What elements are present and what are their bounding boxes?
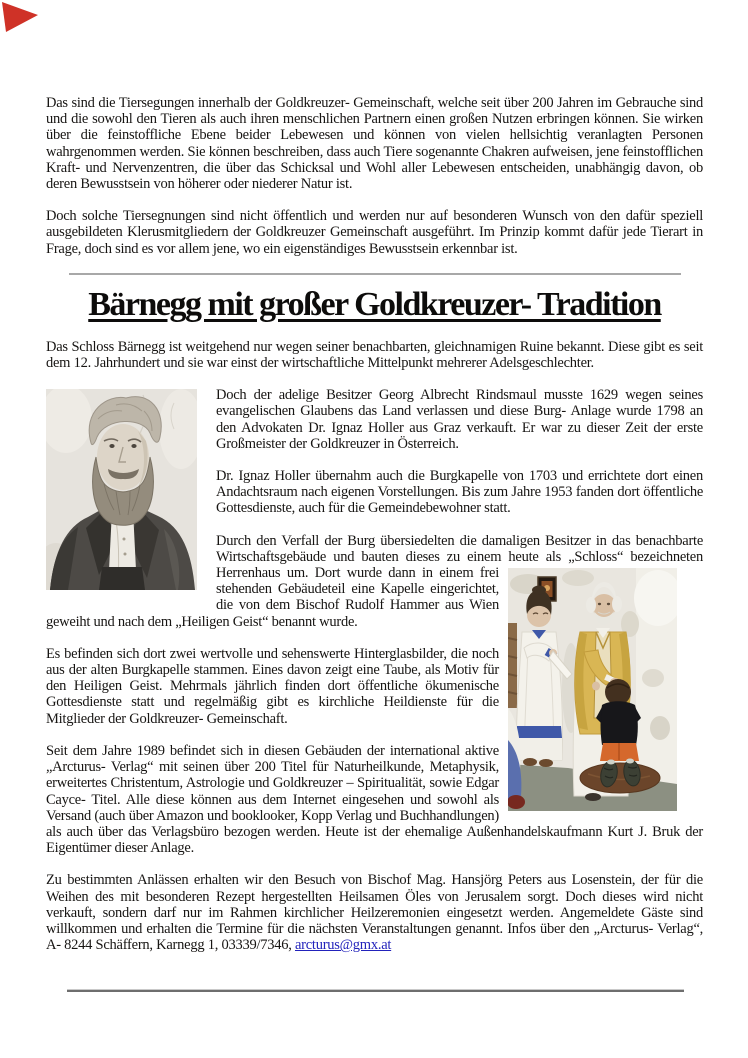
email-link[interactable]: arcturus@gmx.at — [294, 937, 392, 954]
paragraph-herrenhaus-part1: Durch den Verfall der Burg übersiedelten die damaligen Besitzer in das benachbarte Wirtschaftsgebäude und bauten dieses zu einem heute als „Schloss“ bezeichneten — [216, 532, 703, 565]
paragraph-bischof-peters-text: Zu bestimmten Anlässen erhalten wir den Besuch von Bischof Mag. Hansjörg Peters aus Losenstein, der für die Weihen des mit besonderen Rezept hergestellten Heilsamen Öles von Jerusalem sorgt. Doch dieses wird nicht verkauft, sondern darf nur im Rahmen kirchlicher Heilzeremonien eingesetzt werden. Angemeldete Gäste sind willkommen und erhalten die Termine für die nächsten Veranstaltungen genannt. Infos über den „Arcturus- Verlag“, A- 8244 Schäffern, Karnegg 1, 03339/7346, — [46, 872, 703, 954]
article-body — [46, 339, 703, 970]
bottom-divider — [67, 989, 684, 992]
paragraph-schloss-baernegg: Das Schloss Bärnegg ist weitgehend nur wegen seiner benachbarten, gleichnamigen Ruine bekannt. Diese gibt es seit dem 12. Jahrhundert und sie war einst der wirtschaftliche Mittelpunkt mehrerer Adelsgeschlechter. — [46, 338, 703, 372]
paragraph-burgkapelle: Dr. Ignaz Holler übernahm auch die Burgkapelle von 1703 und errichtete dort einen Andachtsraum nach eigenen Vorstellungen. Bis zum Jahre 1953 fanden dort öffentliche Gottesdienste, auch für die Gemeindebewohner statt. — [216, 468, 703, 517]
ceremony-photo — [508, 568, 677, 811]
wooden-ladder — [508, 623, 517, 708]
paragraph-tiersegnungen-ablauf: Doch solche Tiersegnungen sind nicht öffentlich und werden nur auf besonderen Wunsch von den dafür speziell ausgebildeten Klerusmitgliedern der Goldkreuzer Gemeinschaft ausgeführt. Im Prinzip kommt dafür jede Tierart in Frage, doch sind es vor allem jene, wo ein eigenständiges Bewusstsein erkennbar ist. — [46, 208, 703, 257]
page-title-text: Bärnegg mit großer Goldkreuzer- Tradition — [88, 285, 661, 323]
paragraph-herrenhaus-part2: Herrenhaus um. Dort wurde dann in einem frei stehenden Gebäudeteil eine Kapelle eingerichtet, die von dem Bischof Rudolf Hammer aus Wien geweiht und nach dem „Heiligen Geist“ benannt wurde. — [46, 565, 499, 630]
page-title — [46, 283, 703, 327]
paragraph-bischof-peters — [46, 872, 703, 953]
portrait-image — [46, 389, 197, 590]
paragraph-arcturus-verlag: Seit dem Jahre 1989 befindet sich in diesen Gebäuden der international aktive „Arcturus- Verlag“ mit seinen über 200 Titel für Naturheilkunde, Metaphysik, erweitertes Christentum, Astrologie und Goldkreuzer – Spiritualität, sowie Edgar Cayce- Titel. Alle diese können aus dem Internet eingesehen und sowohl als Versand (auch über Amazon und booklooker, Kopp Verlag und Buchhandlungen) als auch über das Verlagsbüro bezogen werden. Heute ist der ehemalige Außenhandelskaufmann Kurt J. Bruk der Eigentümer dieser Anlage. — [46, 742, 703, 857]
paragraph-hinterglasbilder: Es befinden sich dort zwei wertvolle und sehenswerte Hinterglasbilder, die noch aus der alten Burgkapelle stammen. Eines davon zeigt eine Taube, als Motiv für den Heiligen Geist. Mehrmals jährlich finden dort öffentliche ökumenische Gottesdienste statt und regelmäßig gibt es kirchliche Heildienste für die Mitglieder der Goldkreuzer- Gemeinschaft. — [46, 645, 499, 727]
paragraph-tiersegnungen: Das sind die Tiersegungen innerhalb der Goldkreuzer- Gemeinschaft, welche seit über 200 Jahren im Gebrauche sind und die sowohl den Tieren als auch ihren menschlichen Partnern einen großen Nutzen erbringen können. Sie wirken über die feinstoffliche Ebene beider Lebewesen und können von vielen hellsichtig veranlagten Personen wahrgenommen werden. Sie können beschreiben, dass auch Tiere sogenannte Chakren aufweisen, jene feinstofflichen Kraft- und Nervenzentren, die über das Schicksal und Wohl aller Lebewesen entscheiden, unabhängig davon, ob deren Bewusstsein von höherer oder niederer Natur ist. — [46, 95, 703, 193]
top-divider — [69, 273, 681, 275]
paragraph-rindsmaul: Doch der adelige Besitzer Georg Albrecht Rindsmaul musste 1629 wegen seines evangelischen Glaubens das Land verlassen und diese Burg- Anlage wurde 1798 an den Advokaten Dr. Ignaz Holler aus Graz verkauft. Er war zu dieser Zeit der erste Großmeister der Goldkreuzer in Österreich. — [216, 387, 703, 452]
red-corner-marker-icon — [0, 0, 42, 36]
